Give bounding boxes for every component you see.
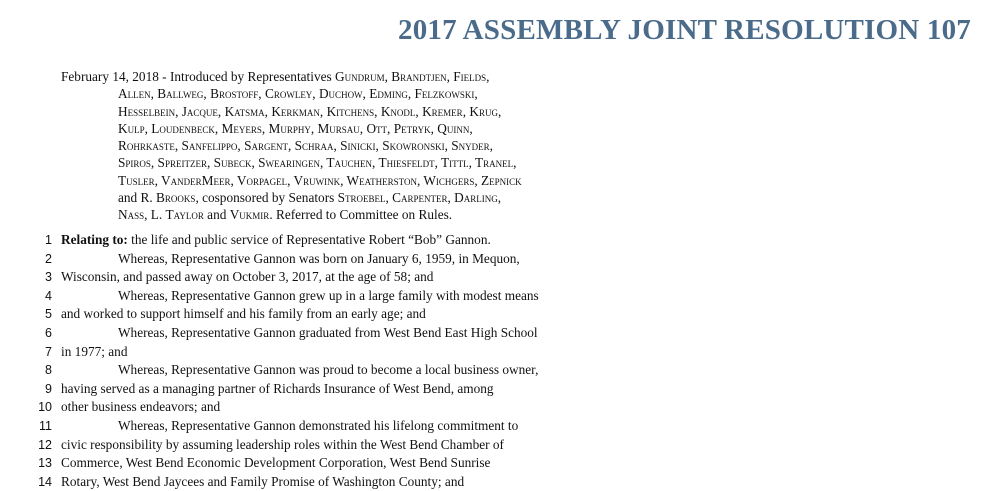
numbered-line [0, 287, 700, 306]
line-text [118, 250, 520, 269]
line-number: 13 [38, 456, 52, 471]
resolution-body [0, 231, 700, 491]
line-text [61, 473, 464, 491]
line-text [118, 417, 518, 436]
line-number: 10 [38, 400, 52, 415]
line-content: Whereas, Representative Gannon grew up in a large family with modest means [118, 287, 539, 303]
line-text [61, 268, 433, 287]
numbered-line [0, 343, 700, 362]
line-number: 9 [45, 381, 52, 396]
line-number: 11 [39, 418, 52, 433]
intro-text: February 14, 2018 - Introduced by Representatives [61, 69, 335, 84]
numbered-line [0, 380, 700, 399]
line-number: 2 [45, 251, 52, 266]
line-content: and worked to support himself and his family from an early age; and [61, 306, 426, 322]
line-text [118, 361, 538, 380]
line-content: civic responsibility by assuming leadership roles within the West Bend Chamber of [61, 436, 504, 452]
numbered-line [0, 454, 700, 473]
line-number: 4 [45, 288, 52, 303]
line-number: 6 [45, 325, 52, 340]
intro-text: , L. [144, 207, 166, 223]
numbered-line [0, 305, 700, 324]
line-number: 3 [45, 270, 52, 285]
introduction-block [61, 68, 641, 224]
line-number: 14 [38, 474, 52, 489]
intro-line [61, 85, 641, 102]
sponsor-names: Gundrum, Brandtjen, Fields, [335, 69, 490, 84]
intro-line [61, 154, 641, 171]
line-number: 12 [38, 437, 52, 452]
line-number: 7 [45, 344, 52, 359]
intro-line [61, 172, 641, 189]
intro-line [61, 103, 641, 120]
intro-text: and [203, 207, 230, 223]
line-text [118, 287, 539, 306]
intro-line [61, 206, 641, 223]
line-content: having served as a managing partner of Richards Insurance of West Bend, among [61, 380, 494, 396]
numbered-line [0, 231, 700, 250]
line-content: Rotary, West Bend Jaycees and Family Promise of Washington County; and [61, 473, 465, 489]
intro-line [61, 137, 641, 154]
line-text [61, 454, 490, 473]
numbered-line [0, 268, 700, 287]
numbered-line [0, 398, 700, 417]
sponsor-names: Hesselbein, Jacque, Katsma, Kerkman, Kitchens, Knodl, Kremer, Krug, [118, 103, 502, 119]
sponsor-names: Spiros, Spreitzer, Subeck, Swearingen, Tauchen, Thiesfeldt, Tittl, Tranel, [118, 155, 517, 171]
document-title: 2017 ASSEMBLY JOINT RESOLUTION 107 [398, 14, 971, 46]
intro-text: , cosponsored by Senators [195, 190, 338, 206]
numbered-line [0, 436, 700, 455]
sponsor-names: Nass [118, 207, 145, 223]
line-content: Commerce, West Bend Economic Development Corporation, West Bend Sunrise [61, 455, 491, 471]
line-content: Whereas, Representative Gannon was born on January 6, 1959, in Mequon, [118, 250, 520, 266]
intro-text: . Referred to Committee on Rules. [269, 207, 453, 223]
line-text [61, 343, 127, 362]
sponsor-names: Vukmir [229, 207, 270, 223]
line-text [61, 398, 220, 417]
line-text [61, 305, 426, 324]
line-content: other business endeavors; and [61, 399, 221, 415]
numbered-line [0, 324, 700, 343]
sponsor-names: Brooks [156, 190, 196, 206]
numbered-line [0, 473, 700, 491]
intro-line [61, 120, 641, 137]
intro-text: and R. [118, 190, 157, 206]
line-text [118, 324, 538, 343]
numbered-line [0, 417, 700, 436]
line-content: Whereas, Representative Gannon demonstrated his lifelong commitment to [118, 417, 519, 433]
line-number: 1 [45, 233, 52, 247]
line-content: in 1977; and [61, 343, 128, 359]
line-number: 5 [45, 307, 52, 322]
line-number: 8 [45, 363, 52, 378]
sponsor-names: Tusler, VanderMeer, Vorpagel, Vruwink, Weatherston, Wichgers, Zepnick [118, 172, 522, 188]
sponsor-names: Kulp, Loudenbeck, Meyers, Murphy, Mursau, Ott, Petryk, Quinn, [118, 120, 473, 136]
relating-to-label: Relating to: [61, 232, 128, 247]
numbered-line [0, 250, 700, 269]
sponsor-names: Allen, Ballweg, Brostoff, Crowley, Duchow, Edming, Felzkowski, [118, 86, 478, 102]
numbered-line [0, 361, 700, 380]
sponsor-names: Rohrkaste, Sanfelippo, Sargent, Schraa, Sinicki, Skowronski, Snyder, [118, 138, 493, 154]
line-content: Wisconsin, and passed away on October 3, 2017, at the age of 58; and [61, 269, 434, 285]
sponsor-names: Stroebel, Carpenter, Darling, [337, 190, 502, 206]
line-content: the life and public service of Representative Robert “Bob” Gannon. [127, 232, 491, 247]
line-text [61, 436, 504, 455]
line-text [61, 380, 494, 399]
intro-line [61, 68, 641, 85]
line-content: Whereas, Representative Gannon was proud to become a local business owner, [118, 362, 539, 378]
line-content: Whereas, Representative Gannon graduated from West Bend East High School [118, 324, 538, 340]
line-text [61, 231, 491, 250]
sponsor-names: Taylor [165, 207, 204, 223]
intro-line [61, 189, 641, 206]
